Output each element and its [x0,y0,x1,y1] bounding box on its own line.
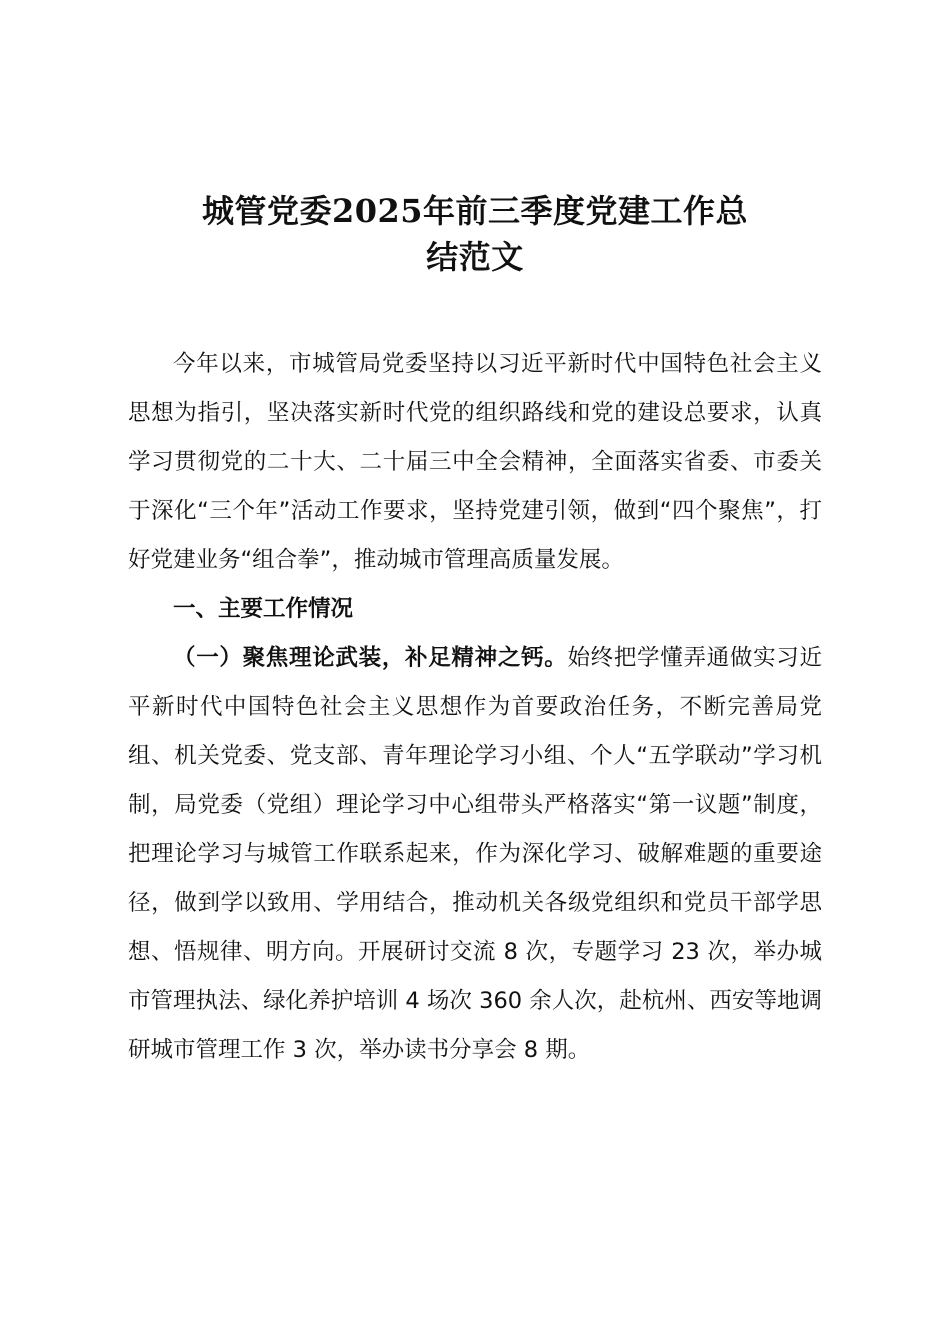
subsection-lead: （一）聚焦理论武装，补足精神之钙。 [173,645,568,671]
subsection-paragraph [128,634,822,1075]
subsection-body: 始终把学懂弄通做实习近平新时代中国特色社会主义思想作为首要政治任务，不断完善局党组、机关党委、党支部、青年理论学习小组、个人“五学联动”学习机制，局党委（党组）理论学习中心组带头严格落实“第一议题”制度，把理论学习与城管工作联系起来，作为深化学习、破解难题的重要途径，做到学以致用、学用结合，推动机关各级党组织和党员干部学思想、悟规律、明方向。开展研讨交流 8 次，专题学习 23 次，举办城市管理执法、绿化养护培训 4 场次 360 余人次，赴杭州、西安等地调研城市管理工作 3 次，举办读书分享会 8 期。 [128,645,822,1063]
section-heading: 一、主要工作情况 [173,596,354,622]
title-line-2: 结范文 [426,238,524,276]
document-title [128,188,822,280]
document-body [128,340,822,1075]
intro-paragraph: 今年以来，市城管局党委坚持以习近平新时代中国特色社会主义思想为指引，坚决落实新时代党的组织路线和党的建设总要求，认真学习贯彻党的二十大、二十届三中全会精神，全面落实省委、市委关于深化“三个年”活动工作要求，坚持党建引领，做到“四个聚焦”，打好党建业务“组合拳”，推动城市管理高质量发展。 [128,351,822,573]
title-line-1: 城管党委2025年前三季度党建工作总 [201,192,749,230]
